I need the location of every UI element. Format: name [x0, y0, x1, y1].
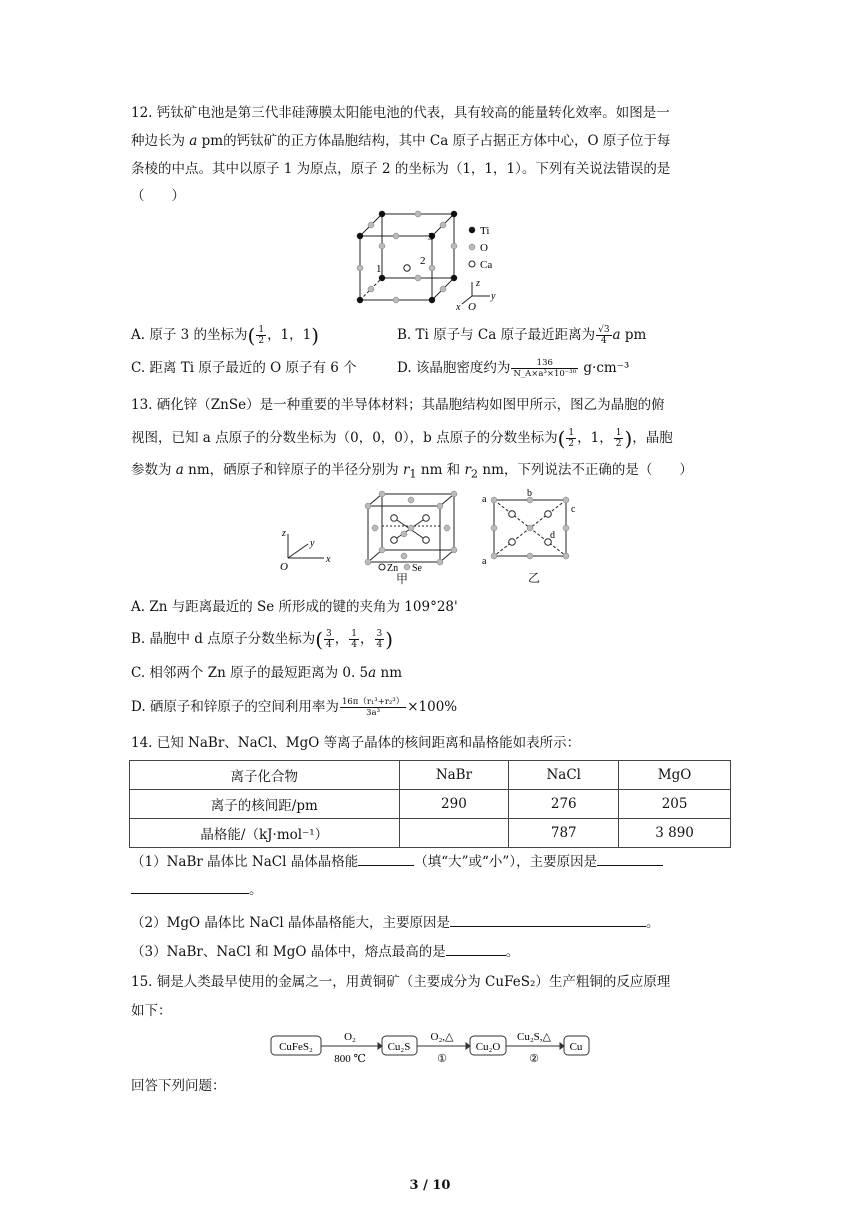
table-header: 离子化合物 — [130, 761, 400, 790]
q12-line3: 条棱的中点。其中以原子 1 为原点，原子 2 的坐标为（1，1，1）。下列有关说法错误的是 — [131, 161, 671, 177]
q15-line2: 如下： — [131, 1003, 172, 1019]
legend-ca: Ca — [480, 259, 493, 271]
arrow2-top: O₂,△ — [430, 1031, 454, 1043]
legend-se: Se — [412, 563, 422, 574]
answer-blank[interactable] — [446, 941, 506, 956]
table-header: NaBr — [399, 761, 509, 790]
arrow3-bottom: ② — [529, 1053, 539, 1065]
label-b: b — [527, 488, 532, 499]
q13-line2: 视图，已知 a 点原子的分数坐标为（0，0，0），b 点原子的分数坐标为( $\frac{1}{2}$ ，1， $\frac{1}{2}$ )，晶胞 — [131, 426, 673, 451]
table-cell: 晶格能/（kJ·mol⁻¹） — [130, 819, 400, 848]
table-cell: 离子的核间距/pm — [130, 790, 400, 819]
lattice-energy-table — [129, 760, 731, 848]
table-cell — [399, 819, 509, 848]
legend-o: O — [480, 242, 488, 254]
q13-option-b: B. 晶胞中 d 点原子分数坐标为( $\frac{3}{4}$ ， $\frac{1}{4}$ ， $\frac{3}{4}$ ) — [131, 627, 394, 652]
box-cu2s: Cu₂S — [387, 1041, 411, 1053]
legend-zn: Zn — [387, 563, 399, 574]
box-cu: Cu — [569, 1041, 583, 1053]
q12-option-d: D. 该晶胞密度约为 $\frac{136}{\text{N\_A×a³×10⁻³⁰}}$ g·cm⁻³ — [397, 358, 630, 379]
answer-blank[interactable] — [450, 912, 646, 927]
q13-option-c: C. 相邻两个 Zn 原子的最短距离为 0. 5a nm — [131, 665, 402, 681]
perovskite-unit-cell-figure — [350, 206, 510, 316]
page-number: 3 / 10 — [409, 1178, 451, 1193]
q14-sub1: （1）NaBr 晶体比 NaCl 晶体晶格能 （填“大”或“小”），主要原因是 — [131, 851, 663, 872]
q12-line4: （ ） — [131, 188, 185, 204]
figure-caption-jia: 甲 — [396, 572, 409, 586]
q14-sub3: （3）NaBr、NaCl 和 MgO 晶体中，熔点最高的是 。 — [131, 941, 519, 962]
q13-option-d: D. 硒原子和锌原子的空间利用率为 $\frac{\text{16π（r₁³+r₂³）}}{\text{3a³}}$ ×100% — [131, 697, 458, 718]
table-cell: 276 — [509, 790, 619, 819]
q15-line3: 回答下列问题： — [131, 1078, 226, 1094]
q14-line1: 14. 已知 NaBr、NaCl、MgO 等离子晶体的核间距离和晶格能如表所示： — [131, 735, 581, 751]
label-a-bottom: a — [482, 556, 487, 567]
table-row — [130, 819, 731, 848]
axis-y: y — [310, 538, 315, 549]
q12-option-c: C. 距离 Ti 原子最近的 O 原子有 6 个 — [131, 360, 357, 376]
axis-x: x — [326, 554, 331, 565]
box-cu2o: Cu₂O — [475, 1041, 501, 1053]
arrow3-top: Cu₂S,△ — [517, 1031, 551, 1043]
answer-blank[interactable] — [597, 851, 663, 866]
table-cell: 3 890 — [619, 819, 731, 848]
arrow2-bottom: ① — [437, 1053, 447, 1065]
q12-option-a: A. 原子 3 的坐标为( $\frac{1}{2}$ ，1，1) — [131, 323, 320, 348]
table-header-row — [130, 761, 731, 790]
axis-x: x — [456, 302, 461, 313]
axis-z: z — [476, 278, 480, 289]
q14-sub2: （2）MgO 晶体比 NaCl 晶体晶格能大，主要原因是 。 — [131, 912, 660, 933]
answer-blank[interactable] — [131, 879, 249, 894]
arrow1-top: O₂ — [344, 1031, 356, 1043]
q12-option-b: B. Ti 原子与 Ca 原子最近距离为 $\frac{√3}{4}$ a pm — [397, 325, 647, 346]
atom-label-1: 1 — [376, 263, 382, 275]
axis-origin: O — [468, 301, 476, 313]
table-cell: 290 — [399, 790, 509, 819]
figure-caption-yi: 乙 — [528, 571, 541, 585]
table-header: NaCl — [509, 761, 619, 790]
q13-line3: 参数为 a nm，硒原子和锌原子的半径分别为 $r_1$ nm 和 $r_2$ nm，下列说法不正确的是（ ） — [131, 462, 693, 481]
axis-y: y — [491, 291, 496, 302]
label-a-top: a — [482, 494, 487, 505]
table-cell: 205 — [619, 790, 731, 819]
znse-unit-cell-figure — [278, 488, 468, 578]
atom-label-2: 2 — [420, 255, 426, 267]
table-row — [130, 790, 731, 819]
q13-line1: 13. 硒化锌（ZnSe）是一种重要的半导体材料；其晶胞结构如图甲所示，图乙为晶胞的俯 — [131, 397, 665, 413]
axis-origin: O — [280, 561, 288, 573]
znse-top-view-figure — [478, 488, 588, 568]
label-d: d — [550, 530, 555, 541]
label-c: c — [571, 504, 576, 515]
q14-sub1-cont: 。 — [131, 879, 263, 900]
answer-blank[interactable] — [358, 851, 414, 866]
legend-ti: Ti — [480, 225, 490, 237]
arrow1-bottom: 800 ℃ — [334, 1053, 366, 1065]
atom-label-3: 3 — [428, 231, 434, 243]
box-cufes2: CuFeS₂ — [279, 1041, 313, 1053]
copper-production-flow — [270, 1022, 592, 1068]
table-header: MgO — [619, 761, 731, 790]
q15-line1: 15. 铜是人类最早使用的金属之一，用黄铜矿（主要成分为 CuFeS₂）生产粗铜的反应原理 — [131, 974, 671, 990]
q12-line2: 种边长为 a pm的钙钛矿的正方体晶胞结构，其中 Ca 原子占据正方体中心，O 原子位于每 — [131, 133, 671, 149]
axis-z: z — [282, 528, 286, 539]
table-cell: 787 — [509, 819, 619, 848]
q13-option-a: A. Zn 与距离最近的 Se 所形成的键的夹角为 109°28' — [131, 599, 458, 615]
q12-line1: 12. 钙钛矿电池是第三代非硅薄膜太阳能电池的代表，具有较高的能量转化效率。如图是一 — [131, 105, 670, 121]
